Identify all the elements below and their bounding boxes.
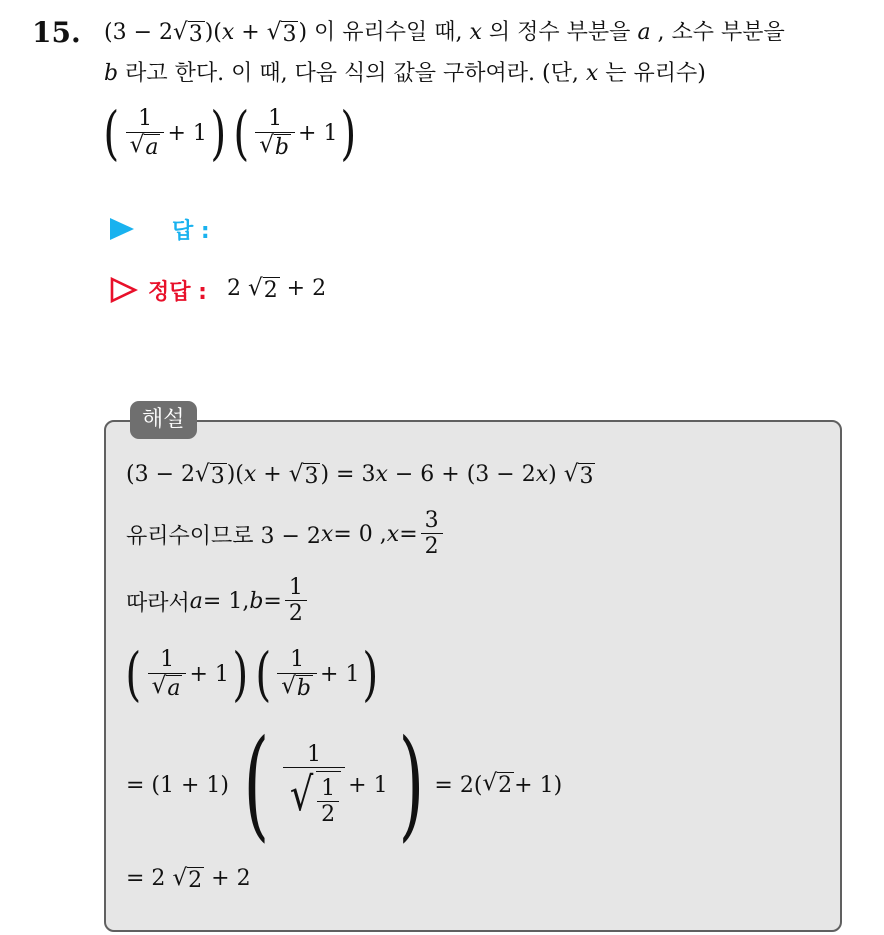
play-triangle-icon	[110, 218, 134, 240]
sqrt-2: √ 2	[247, 275, 278, 304]
question-line-1	[104, 17, 785, 49]
question-expression	[100, 98, 360, 168]
sqrt-3: √ 3	[563, 461, 594, 489]
fraction-1-over-sqrt-b	[277, 647, 317, 701]
text: = (1 + 1)	[126, 772, 230, 798]
text: 의 정수 부분을	[481, 20, 638, 45]
solution-line-1	[126, 462, 595, 489]
sqrt-a: √ a	[151, 672, 181, 701]
numerator: 1	[138, 106, 153, 132]
denominator: 2	[421, 533, 443, 560]
radicand: 3	[304, 464, 319, 489]
sqrt-2: √ 2	[172, 865, 203, 893]
paren-open: (	[254, 640, 271, 708]
answer-label: 답 :	[172, 218, 210, 244]
paren-open: (	[125, 640, 142, 708]
text: (3 − 2	[126, 462, 195, 487]
solution-tag: 해설	[130, 401, 197, 439]
var-x: x	[535, 462, 549, 487]
var-x: x	[243, 462, 257, 487]
radicand: 2	[498, 772, 513, 798]
radicand: 3	[579, 464, 594, 489]
sqrt-half: √ $\frac{1}{2}$	[287, 771, 341, 829]
fraction-1-over-sqrt-a	[148, 647, 187, 701]
var-x: x	[469, 20, 482, 45]
fraction-1-over-2	[317, 776, 339, 829]
fraction-3-over-2	[421, 508, 443, 561]
sqrt-2: √ 2	[482, 769, 513, 798]
sqrt-3: √ 3	[195, 461, 225, 489]
text: ) = 3	[320, 462, 376, 487]
plus-one: + 1	[320, 661, 360, 687]
text: + 2	[279, 276, 327, 302]
solution-line-2	[126, 504, 446, 564]
text: (3 − 2	[104, 20, 173, 45]
sqrt-b: √ b	[281, 672, 312, 701]
text: )	[548, 462, 564, 487]
text: = 1,	[202, 588, 250, 614]
correct-answer-row	[110, 274, 326, 306]
text: 유리수이므로 3 − 2	[126, 523, 321, 549]
text: 라고 한다. 이 때, 다음 식의 값을 구하여라. (단,	[118, 61, 586, 86]
sqrt-3: √ 3	[266, 19, 297, 47]
numerator: 3	[424, 507, 439, 533]
correct-label: 정답 :	[148, 279, 207, 305]
paren-close: )	[340, 99, 357, 167]
text: ) 이 유리수일 때,	[298, 20, 470, 45]
fraction-1-over-sqrt-a	[126, 106, 165, 160]
radicand: 3	[188, 22, 203, 47]
text: + 2	[204, 866, 251, 891]
var-x: x	[320, 521, 334, 547]
text: +	[256, 462, 289, 487]
paren-open: (	[103, 99, 120, 167]
text: 따라서	[126, 590, 190, 616]
var-x: x	[375, 462, 388, 487]
text: = 2(	[434, 772, 483, 798]
plus-one: + 1	[167, 120, 207, 146]
sqrt-3: √ 3	[173, 19, 203, 47]
var-b: b	[104, 61, 119, 86]
fraction-1-over-sqrt-b	[255, 106, 295, 160]
sqrt-b: √ b	[259, 131, 290, 160]
paren-open: (	[243, 715, 270, 854]
var-a: a	[189, 588, 203, 614]
solution-line-4	[122, 638, 382, 710]
fraction-1-over-sqrt-half	[283, 742, 345, 829]
var-x: x	[221, 20, 235, 45]
text: +	[234, 20, 267, 45]
question-line-2	[104, 58, 706, 90]
sqrt-a: √ a	[129, 131, 159, 160]
text: )(	[204, 20, 222, 45]
radicand: 3	[210, 464, 225, 489]
plus-one: + 1	[189, 661, 229, 687]
text: = 0 ,	[333, 521, 387, 547]
var-x: x	[585, 61, 599, 86]
text: )(	[226, 462, 244, 487]
text: 는 유리수)	[598, 61, 706, 86]
denominator: 2	[285, 600, 307, 627]
radicand: b	[296, 675, 312, 701]
answer-row	[110, 214, 342, 244]
correct-value	[227, 276, 326, 303]
numerator: 1	[288, 574, 303, 600]
var-b: b	[249, 588, 264, 614]
numerator: 1	[268, 106, 283, 132]
text: − 6 + (3 − 2	[387, 462, 536, 487]
text: =	[263, 588, 282, 614]
radicand: b	[274, 134, 290, 160]
numerator: 1	[321, 775, 336, 801]
numerator: 1	[160, 647, 175, 673]
sqrt-3: √ 3	[288, 461, 319, 489]
var-x: x	[386, 521, 400, 547]
paren-open: (	[232, 99, 249, 167]
solution-line-5	[126, 715, 563, 854]
paren-close: )	[398, 715, 424, 854]
radicand: 3	[282, 22, 297, 47]
text: + 1)	[514, 772, 563, 798]
numerator: 1	[290, 647, 305, 673]
numerator: 1	[307, 741, 321, 767]
text: =	[399, 521, 418, 547]
radicand: 2	[188, 868, 203, 893]
var-a: a	[637, 20, 651, 45]
radicand: a	[167, 675, 181, 701]
question-number: 15.	[32, 16, 81, 49]
paren-close: )	[210, 99, 227, 167]
solution-line-6	[126, 866, 251, 893]
text: = 2	[126, 866, 166, 891]
fraction-1-over-2	[285, 575, 307, 628]
outline-triangle-icon	[110, 277, 138, 303]
plus-one: + 1	[298, 120, 338, 146]
text: , 소수 부분을	[650, 20, 785, 45]
radicand: a	[145, 134, 159, 160]
paren-close: )	[232, 640, 249, 708]
paren-close: )	[362, 640, 379, 708]
denominator: 2	[317, 801, 339, 828]
coef: 2	[226, 276, 241, 302]
plus-one: + 1	[348, 772, 388, 798]
solution-line-3	[126, 570, 310, 632]
radicand: 2	[263, 278, 278, 304]
